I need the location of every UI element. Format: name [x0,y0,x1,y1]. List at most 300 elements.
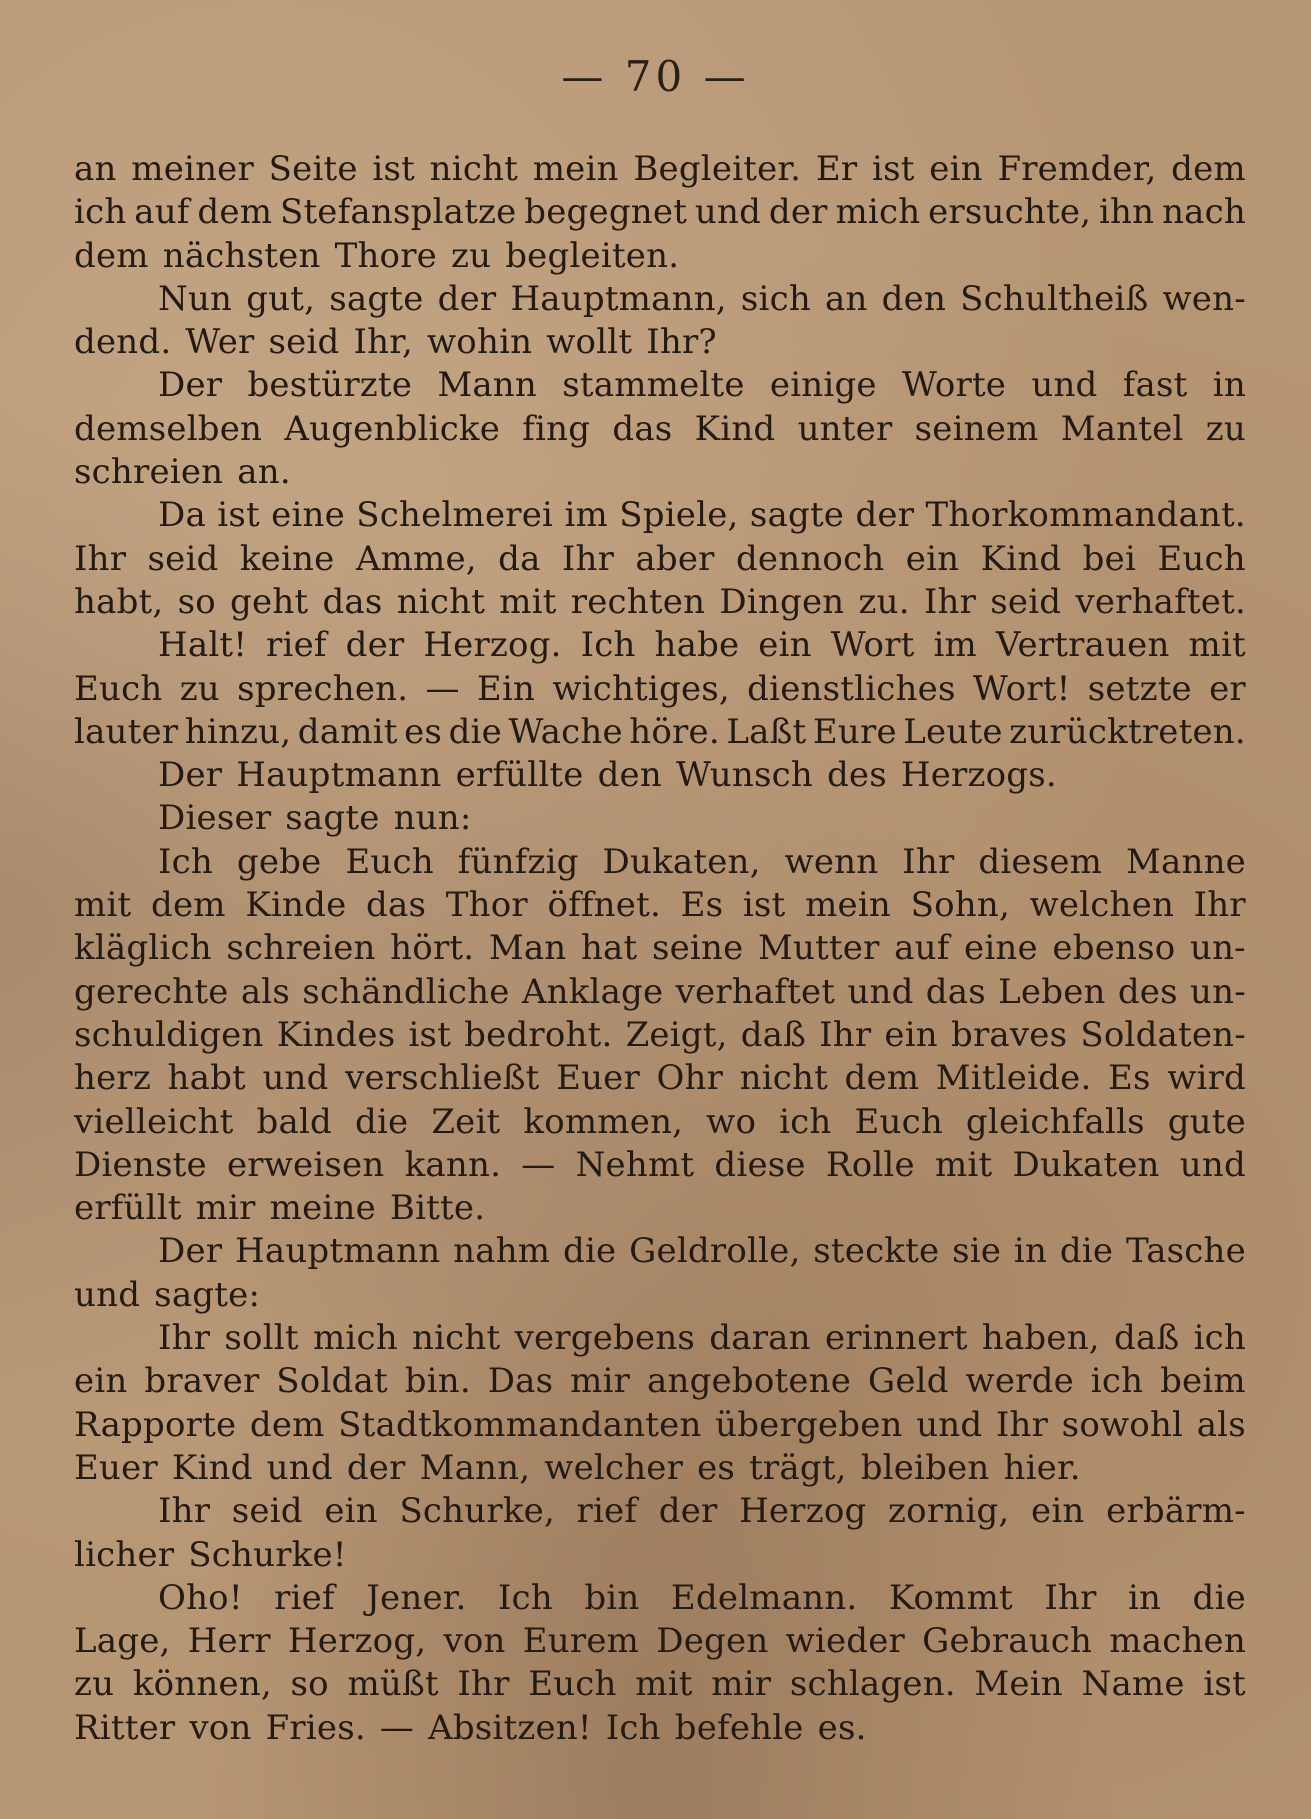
word: gerechte [74,971,229,1012]
word: können, [132,1664,272,1705]
word: wieder [785,1621,905,1662]
word: nicht [412,1318,501,1359]
word: — [425,668,460,709]
text-line [74,797,1246,840]
word: er [1209,668,1246,709]
word: dem [151,885,226,926]
word: mit [1188,625,1246,666]
word: Rapporte [74,1404,237,1445]
word: wo [706,1101,757,1142]
word: Euch [74,668,163,709]
text-line [74,494,1246,537]
word: seid [147,538,219,579]
word: Bitte. [389,1188,486,1229]
word: Er [815,149,858,189]
word: sagte: [154,1274,261,1315]
word: erfüllte [455,755,584,796]
text-line [74,1317,1246,1360]
word: Eure [812,711,897,752]
word: des [826,755,887,796]
text-line [74,711,1246,754]
word: es [404,711,443,752]
word: wenn [784,841,879,882]
word: ein [884,1014,938,1055]
text-line [74,841,1246,884]
text-line [74,364,1246,407]
text-line [74,668,1246,711]
word: Dukaten, [602,841,761,882]
word: Stefansplatze [279,192,517,233]
word: wird [1167,1058,1246,1099]
word: Zeigt, [625,1014,728,1055]
word: Nehmt [575,1144,695,1185]
word: Ihr [819,1014,872,1055]
word: Euch [854,1101,943,1142]
word: aber [635,538,715,579]
word: dem [844,1058,920,1099]
word: Kind [694,408,776,449]
word: Ihr [1193,885,1246,926]
word: Schultheiß [960,278,1149,319]
word: Das [487,1361,554,1402]
word: Dingen [719,581,845,622]
word: und [1179,1144,1246,1185]
word: hier. [1003,1447,1081,1488]
word: eine [271,495,345,536]
word: braver [144,1361,260,1402]
word: Herr [187,1621,271,1662]
text-line [74,1447,1246,1490]
word: fing [522,408,591,449]
word: Mann, [419,1447,531,1488]
word: Seite [268,149,358,189]
word: rief [274,1577,335,1618]
word: zu [451,235,492,276]
word: Augenblicke [284,408,501,449]
word: kann. [404,1144,502,1185]
word: mich [312,1318,398,1359]
text-line [74,581,1246,624]
word: nicht [739,1058,828,1099]
word: Da [158,495,206,536]
word: der [437,278,497,319]
word: diese [714,1144,806,1185]
word: bedroht. [464,1014,613,1055]
word: Herzogs. [900,755,1057,796]
word: dem [249,1404,325,1445]
word: ist [372,149,415,189]
word: Hauptmann [235,1231,441,1272]
word: Herzog. [423,625,562,666]
word: Mann [437,365,538,406]
word: das [612,408,673,449]
word: Mantel [1060,408,1184,449]
word: rief [266,625,327,666]
text-line [74,624,1246,667]
word: Ich [605,1707,661,1748]
word: der [345,625,405,666]
word: Hauptmann [236,755,442,796]
word: angebotene [647,1361,852,1402]
word: begegnet [524,192,688,233]
word: meine [269,1188,376,1229]
word: seid [231,1491,303,1532]
word: ist [408,1014,452,1055]
word: ist [742,885,786,926]
word: mir [570,1361,631,1402]
word: der [855,495,915,536]
word: Jener. [366,1577,467,1618]
word: und [74,1274,141,1315]
word: Vertrauen [995,625,1170,666]
word: Geldrolle, [629,1231,801,1272]
word: Herzog, [287,1621,427,1662]
word: die [563,1231,617,1272]
word: Manne [1126,841,1246,882]
word: Sohn, [910,885,1010,926]
text-line [74,1014,1246,1057]
word: hat [580,928,638,969]
word: als [1196,1404,1246,1445]
word: verschließt [345,1058,540,1099]
word: welcher [544,1447,684,1488]
text-line [74,1620,1246,1663]
word: stammelte [562,365,745,406]
word: Dukaten [1012,1144,1160,1185]
word: Ihr [74,538,127,579]
text-line [74,191,1246,234]
word: hinzu, [184,711,292,752]
word: ebenso [1052,928,1176,969]
word: Oho! [158,1577,243,1618]
text-line [74,884,1246,927]
word: beim [1160,1361,1246,1402]
word: fünfzig [457,841,579,882]
word: ein [929,149,983,189]
word: ist [1203,1664,1246,1705]
word: ihn [1098,192,1155,233]
word: Euer [556,1058,640,1099]
word: Geld [867,1361,949,1402]
word: daran [709,1318,811,1359]
word: Leute [903,711,1003,752]
word: da [498,538,541,579]
word: Euer [74,1447,158,1488]
word: Hauptmann, [510,278,727,319]
word: Der [158,365,223,406]
word: Thor [445,885,528,926]
word: sprechen. [237,668,409,709]
word: daß [740,1014,807,1055]
word: Anklage [521,971,664,1012]
word: Ritter [74,1707,176,1748]
text-line [74,1404,1246,1447]
text-line [74,1230,1246,1273]
word: hört. [390,928,475,969]
word: meiner [131,149,254,189]
word: Nun [158,278,233,319]
word: Ihr [457,1664,510,1705]
word: Fremder, [997,149,1157,189]
word: bin. [404,1361,471,1402]
word: Gebrauch [922,1621,1093,1662]
word: unter [797,408,893,449]
word: braves [950,1014,1068,1055]
text-line [74,1101,1246,1144]
word: ich [779,1101,832,1142]
word: Kommt [888,1577,1013,1618]
word: in [1127,1577,1162,1618]
word: Name [1081,1664,1185,1705]
word: Stadtkommandanten [338,1404,702,1445]
word: schreien [226,928,376,969]
word: ich [74,192,127,233]
word: das [322,581,383,622]
word: an [74,149,117,189]
word: machen [1109,1621,1246,1662]
word: Begleiter. [633,149,802,189]
word: Ihr [1044,1577,1097,1618]
word: Wort! [972,668,1071,709]
word: Ihr [902,841,955,882]
word: von [443,1621,506,1662]
word: wollt [546,322,633,363]
word: fast [1122,365,1188,406]
word: den [597,755,662,796]
word: seinem [914,408,1039,449]
word: an [825,278,868,319]
word: in [1013,1231,1048,1272]
text-line [74,1187,1246,1230]
word: gute [1167,1101,1246,1142]
word: Kind [171,1447,253,1488]
word: auf [894,928,950,969]
word: gut, [246,278,316,319]
word: vergebens [514,1318,696,1359]
word: verhaftet [675,971,836,1012]
word: ersuchte, [928,192,1092,233]
word: die [354,1101,409,1142]
word: und [262,1058,329,1099]
word: Thorkommandant. [925,495,1246,536]
word: erbärm- [1106,1491,1246,1532]
word: Thore [334,235,437,276]
word: haben, [981,1318,1100,1359]
word: mit [499,581,557,622]
word: müßt [347,1664,439,1705]
word: bin [584,1577,640,1618]
word: kläglich [74,928,212,969]
word: der [346,1447,406,1488]
word: dem [74,235,149,276]
word: sagte [329,278,424,319]
word: einige [769,365,877,406]
word: Worte [901,365,1007,406]
word: sich [740,278,811,319]
word: erfüllt [74,1188,182,1229]
word: Ohr [656,1058,724,1099]
word: dennoch [735,538,885,579]
word: dem [197,192,273,233]
word: als [240,971,291,1012]
word: ist [872,149,915,189]
word: Es [680,885,724,926]
text-line [74,971,1246,1014]
word: im [933,625,977,666]
word: — [379,1707,415,1748]
word: mit [635,1664,693,1705]
word: licher [74,1534,175,1575]
word: und [916,1404,983,1445]
word: schlagen. [789,1664,956,1705]
word: mir [711,1664,772,1705]
word: und [847,971,914,1012]
word: das [925,971,986,1012]
word: Ihr [561,538,615,579]
word: Schurke! [188,1534,347,1575]
word: ist [217,495,260,536]
word: Ihr [158,1318,211,1359]
text-line [74,408,1246,451]
word: bleiben [860,1447,990,1488]
word: Schelmerei [356,495,554,536]
word: schreien [74,452,224,493]
word: bald [256,1101,333,1142]
word: übergeben [715,1404,903,1445]
word: wen- [1162,278,1246,319]
word: Tasche [1125,1231,1246,1272]
word: Wache [508,711,623,752]
word: welchen [1029,885,1175,926]
word: Schurke, [399,1491,555,1532]
word: die [1192,1577,1246,1618]
word: Kindes [276,1014,396,1055]
word: habt [167,1058,246,1099]
word: zu [74,1664,115,1705]
word: zu. [858,581,910,622]
word: zu [1205,408,1246,449]
word: zurücktreten. [1009,711,1246,752]
word: Lage, [74,1621,171,1662]
word: ich [1193,1318,1246,1359]
word: im [564,495,608,536]
word: begleiten. [505,235,680,276]
word: befehle [674,1707,804,1748]
word: Ihr? [646,322,717,363]
word: sollt [224,1318,299,1359]
word: erweisen [226,1144,385,1185]
word: ein [324,1491,378,1532]
word: die [1059,1231,1114,1272]
word: herz [74,1058,151,1099]
word: Mitleide. [935,1058,1092,1099]
word: Man [488,928,567,969]
word: Ich [158,841,213,882]
word: ein [74,1361,128,1402]
word: seid [268,322,340,363]
word: rief [576,1491,638,1532]
word: Es [1108,1058,1151,1099]
word: schändliche [302,971,510,1012]
word: nun: [393,798,472,839]
word: un- [1190,971,1246,1012]
word: Ihr [923,581,977,622]
word: nicht [429,149,519,189]
word: seine [651,928,744,969]
word: öffnet. [547,885,661,926]
word: sagte [749,495,845,536]
word: steckte [813,1231,940,1272]
word: Herzog [739,1491,867,1532]
word: Absitzen! [428,1707,592,1748]
word: das [366,885,427,926]
word: ich [1090,1361,1144,1402]
text-line [74,1577,1246,1620]
word: Wort [830,625,915,666]
word: un- [1189,928,1246,969]
word: Zeit [431,1101,501,1142]
text-line [74,754,1246,797]
word: der [768,192,828,233]
word: die [448,711,502,752]
word: dend. [74,322,172,363]
word: Ich [580,625,636,666]
word: dem [1171,149,1246,189]
text-line [74,1534,1246,1577]
word: mit [74,885,132,926]
text-line [74,278,1246,321]
word: sagte [285,798,380,839]
word: vielleicht [74,1101,234,1142]
word: Euch [528,1664,617,1705]
word: des [1117,971,1178,1012]
word: und [266,1447,333,1488]
text-line [74,148,1246,191]
word: von [189,1707,252,1748]
word: ein [758,625,812,666]
word: ein [905,538,960,579]
text-line [74,1490,1246,1533]
word: mit [934,1144,993,1185]
word: demselben [74,408,263,449]
word: Der [158,1231,223,1272]
word: es. [817,1707,867,1748]
word: habe [654,625,740,666]
word: bestürzte [247,365,413,406]
word: Ich [497,1577,553,1618]
word: zornig, [888,1491,1010,1532]
word: Dienste [74,1144,207,1185]
page-number: — 70 — [561,52,750,101]
word: kommen, [523,1101,684,1142]
word: wohin [427,322,533,363]
text-line [74,1144,1246,1187]
text-line [74,1663,1246,1706]
word: keine [239,538,335,579]
word: so [177,581,216,622]
word: an. [237,452,291,493]
word: Kind [980,538,1062,579]
word: ein [1031,1491,1085,1532]
word: setzte [1087,668,1192,709]
word: geht [230,581,309,622]
word: mich [835,192,921,233]
word: eine [964,928,1038,969]
word: Soldaten- [1080,1014,1246,1055]
word: sie [952,1231,1002,1272]
word: Spiele, [619,495,739,536]
body-text [74,148,1246,1750]
